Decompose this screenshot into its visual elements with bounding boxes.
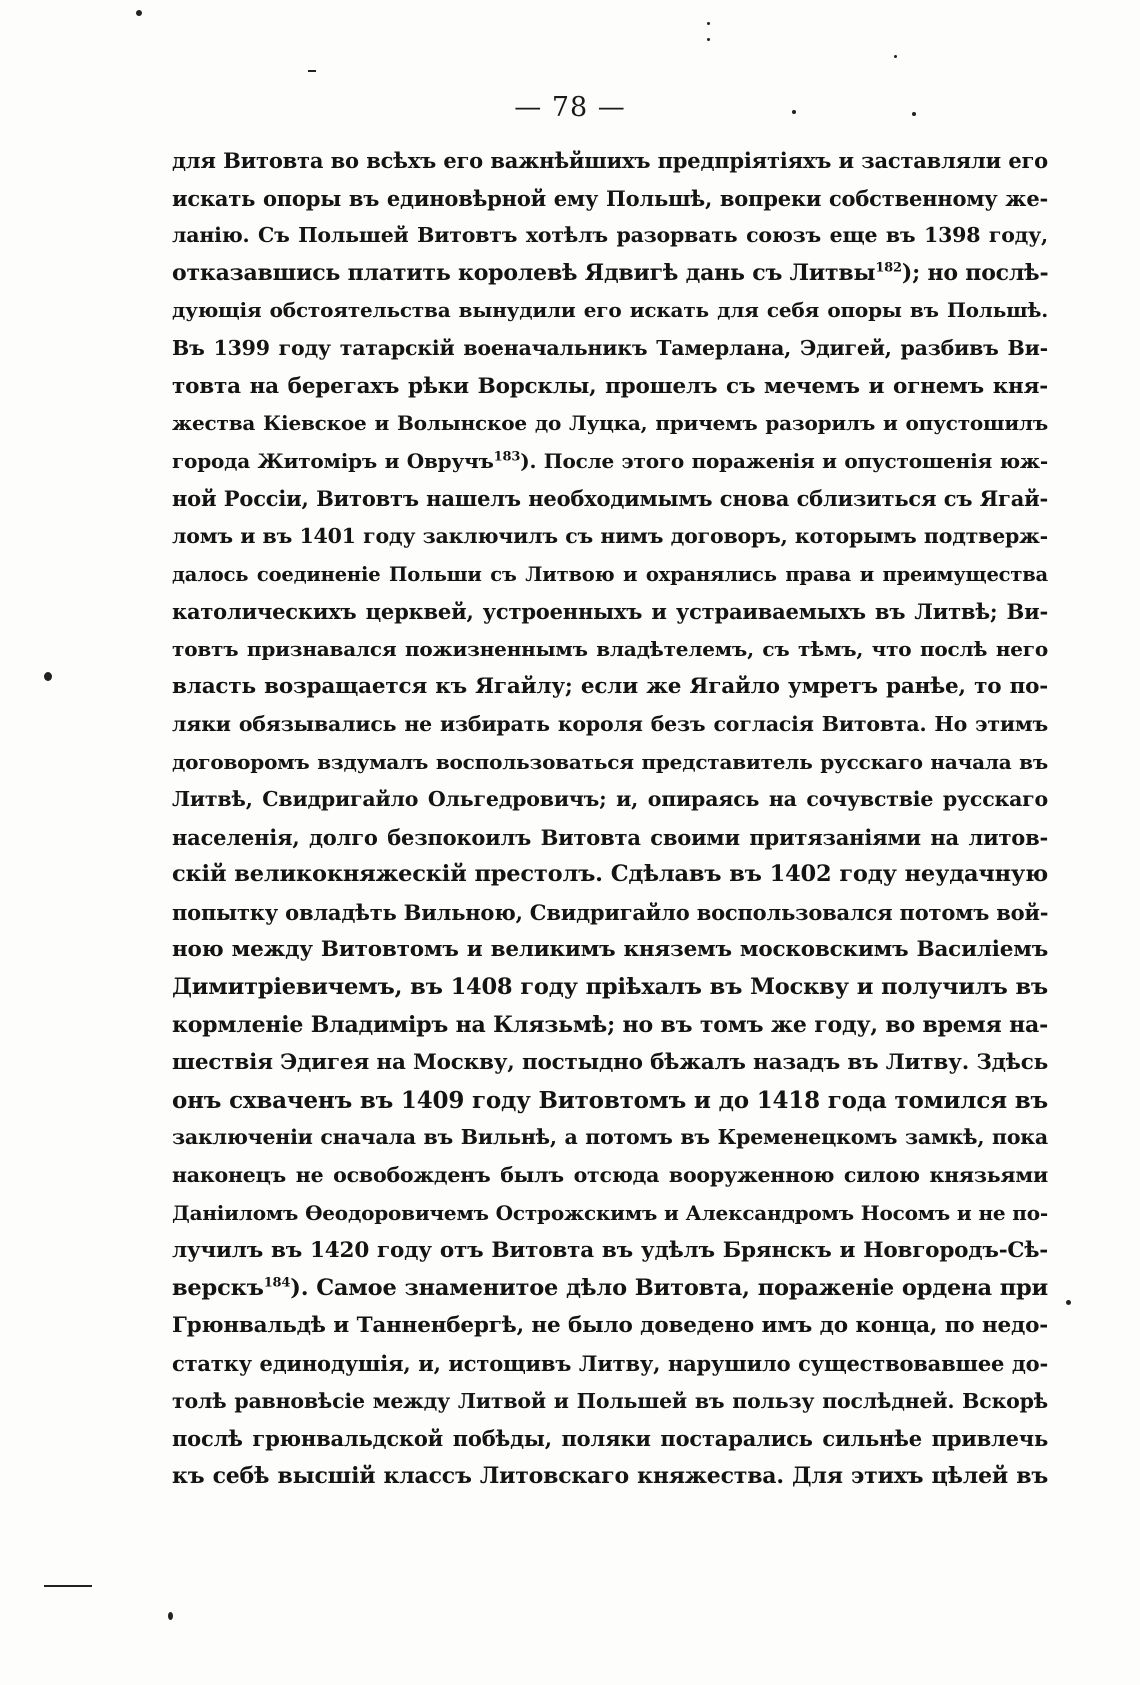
line-text-cont: ); но послѣ-: [901, 259, 1049, 286]
line-text: послѣ грюнвальдской побѣды, поляки постарались сильнѣе привлечь: [172, 1426, 1048, 1452]
text-line: [172, 255, 1048, 293]
line-text: толѣ равновѣсіе между Литвой и Польшей въ пользу послѣдней. Вскорѣ: [172, 1388, 1048, 1413]
text-line: [172, 518, 1048, 556]
line-text: Грюнвальдѣ и Танненбергѣ, не было доведено имъ до конца, по недо-: [172, 1313, 1048, 1339]
line-text: ной Россіи, Витовтъ нашелъ необходимымъ снова сблизиться съ Ягай-: [172, 486, 1048, 512]
text-line: [172, 931, 1048, 969]
text-line: [172, 292, 1048, 330]
text-line: [172, 781, 1048, 819]
text-line: [172, 706, 1048, 744]
line-text: къ себѣ высшій классъ Литовскаго княжества. Для этихъ цѣлей въ: [172, 1462, 1048, 1489]
line-text-cont: ). После этого пораженія и опустошенія юж-: [520, 448, 1049, 473]
text-line: [172, 1007, 1048, 1045]
text-line: [172, 1119, 1048, 1157]
line-text: кормленіе Владиміръ на Клязьмѣ; но въ томъ же году, во время на-: [172, 1011, 1048, 1038]
text-line: [172, 1458, 1048, 1496]
text-line: [172, 819, 1048, 857]
line-text: статку единодушія, и, истощивъ Литву, нарушило существовавшее до-: [172, 1351, 1048, 1376]
line-text: Въ 1399 году татарскій военачальникъ Тамерлана, Эдигей, разбивъ Ви-: [172, 335, 1048, 360]
line-text: Даніиломъ Ѳеодоровичемъ Острожскимъ и Александромъ Носомъ и не по-: [172, 1200, 1048, 1225]
text-line: [172, 744, 1048, 782]
line-text: лучилъ въ 1420 году отъ Витовта въ удѣлъ Брянскъ и Новгородъ-Сѣ-: [172, 1238, 1048, 1264]
line-text: онъ схваченъ въ 1409 году Витовтомъ и до 1418 года томился въ: [172, 1086, 1048, 1114]
footnote-ref: 182: [875, 260, 902, 276]
footnote-ref: 183: [493, 449, 521, 465]
scan-mark: [308, 70, 316, 72]
text-line: [172, 593, 1048, 631]
text-line: [172, 1420, 1048, 1458]
text-line: [172, 405, 1048, 443]
text-line: [172, 556, 1048, 594]
text-line: [172, 1307, 1048, 1345]
text-line: [172, 1232, 1048, 1270]
text-line: [172, 1157, 1048, 1195]
line-text: отказавшись платить королевѣ Ядвигѣ дань съ Литвы: [172, 259, 876, 286]
scan-speck: [894, 55, 897, 58]
scan-speck: [44, 672, 52, 681]
scan-speck: [792, 110, 796, 114]
scan-speck: [168, 1612, 173, 1620]
text-line: [172, 668, 1048, 706]
line-text: ною между Витовтомъ и великимъ княземъ московскимъ Василіемъ: [172, 937, 1048, 963]
text-line: [172, 180, 1048, 218]
line-text: жества Кіевское и Волынское до Луцка, причемъ разорилъ и опустошилъ: [172, 411, 1048, 436]
text-line: [172, 480, 1048, 518]
scan-speck: [1066, 1300, 1071, 1305]
footnote-ref: 184: [263, 1275, 291, 1291]
text-line: [172, 1195, 1048, 1233]
line-text-cont: ). Самое знаменитое дѣло Витовта, пораженіе ордена при: [290, 1274, 1048, 1301]
page-number: — 78 —: [514, 92, 626, 123]
line-text: ляки обязывались не избирать короля безъ согласія Витовта. Но этимъ: [172, 711, 1048, 736]
text-line: [172, 969, 1048, 1007]
body-text: [172, 142, 1048, 1495]
scan-speck: [707, 22, 710, 25]
text-line: [172, 142, 1048, 180]
text-line: [172, 1345, 1048, 1383]
line-text: скій великокняжескій престолъ. Сдѣлавъ въ 1402 году неудачную: [172, 861, 1048, 888]
text-line: [172, 1383, 1048, 1421]
line-text: заключеніи сначала въ Вильнѣ, а потомъ въ Кременецкомъ замкѣ, пока: [172, 1125, 1048, 1150]
line-text: католическихъ церквей, устроенныхъ и устраиваемыхъ въ Литвѣ; Ви-: [172, 599, 1048, 625]
text-line: [172, 1044, 1048, 1082]
text-line: [172, 443, 1048, 481]
line-text: города Житоміръ и Овручъ: [172, 448, 494, 473]
line-text: ломъ и въ 1401 году заключилъ съ нимъ договоръ, которымъ подтверж-: [172, 523, 1048, 548]
line-text: попытку овладѣть Вильною, Свидригайло воспользовался потомъ вой-: [172, 899, 1049, 925]
line-text: шествія Эдигея на Москву, постыдно бѣжалъ назадъ въ Литву. Здѣсь: [172, 1050, 1048, 1076]
line-text: наконецъ не освобожденъ былъ отсюда вооруженною силою князьями: [172, 1163, 1048, 1188]
text-line: [172, 894, 1048, 932]
line-text: дующія обстоятельства вынудили его искать для себя опоры въ Польшѣ.: [172, 298, 1048, 323]
line-text: верскъ: [172, 1274, 264, 1301]
line-text: населенія, долго безпокоилъ Витовта своими притязаніями на литов-: [172, 824, 1048, 850]
text-line: [172, 1270, 1048, 1308]
line-text: далось соединеніе Польши съ Литвою и охранялись права и преимущества: [172, 562, 1048, 586]
text-line: [172, 330, 1048, 368]
line-text: товта на берегахъ рѣки Ворсклы, прошелъ съ мечемъ и огнемъ кня-: [172, 373, 1048, 399]
scan-speck: [136, 10, 142, 16]
line-text: ланію. Съ Польшей Витовтъ хотѣлъ разорвать союзъ еще въ 1398 году,: [172, 223, 1048, 248]
line-text: договоромъ вздумалъ воспользоваться представитель русскаго начала въ: [172, 749, 1048, 774]
text-line: [172, 856, 1048, 894]
line-text: товтъ признавался пожизненнымъ владѣтелемъ, съ тѣмъ, что послѣ него: [172, 636, 1048, 661]
line-text: Литвѣ, Свидригайло Ольгедровичъ; и, опираясь на сочувствіе русскаго: [172, 787, 1048, 812]
line-text: искать опоры въ единовѣрной ему Польшѣ, вопреки собственному же-: [172, 185, 1048, 211]
line-text: для Витовта во всѣхъ его важнѣйшихъ предпріятіяхъ и заставляли его: [172, 148, 1048, 173]
scan-speck: [912, 112, 916, 116]
text-line: [172, 1082, 1048, 1120]
text-line: [172, 631, 1048, 669]
line-text: власть возращается къ Ягайлу; если же Ягайло умретъ ранѣе, то по-: [172, 674, 1048, 700]
scan-mark: [44, 1585, 92, 1587]
text-line: [172, 368, 1048, 406]
line-text: Димитріевичемъ, въ 1408 году пріѣхалъ въ Москву и получилъ въ: [172, 974, 1048, 1001]
text-line: [172, 217, 1048, 255]
scan-speck: [707, 38, 710, 41]
